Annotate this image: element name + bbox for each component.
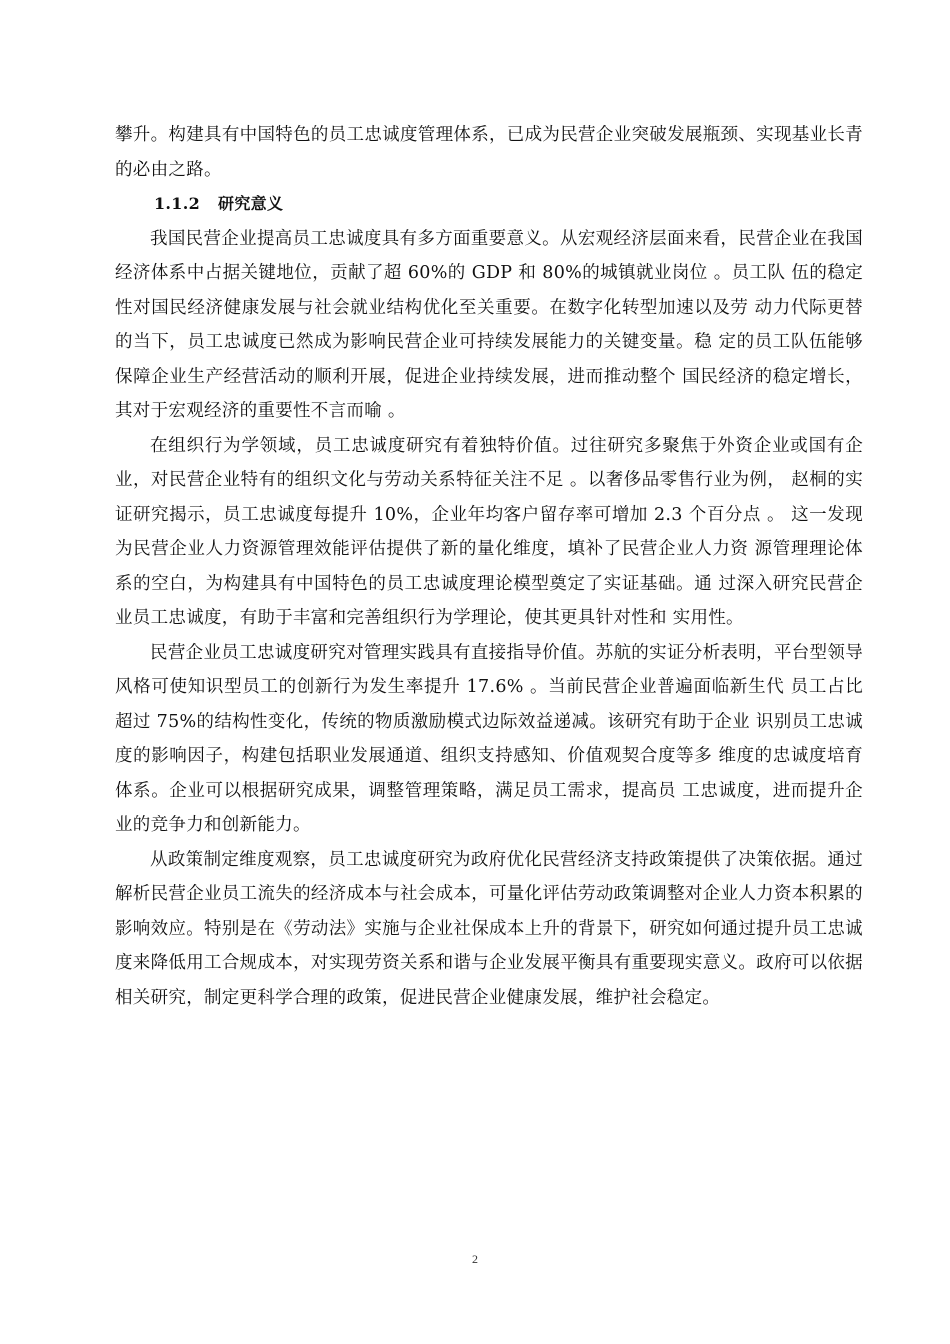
- page-number: 2: [472, 1252, 478, 1266]
- paragraph-policy: 从政策制定维度观察，员工忠诚度研究为政府优化民营经济支持政策提供了决策依据。通过解析民营企业员工流失的经济成本与社会成本，可量化评估劳动政策调整对企业人力资本积累的影响效应。特别是在《劳动法》实施与企业社保成本上升的背景下，研究如何通过提升员工忠诚度来降低用工合规成本，对实现劳资关系和谐与企业发展平衡具有重要现实意义。政府可以依据相关研究，制定更科学合理的政策，促进民营企业健康发展，维护社会稳定。: [115, 849, 863, 1008]
- paragraph-macro-significance: 我国民营企业提高员工忠诚度具有多方面重要意义。从宏观经济层面来看，民营企业在我国经济体系中占据关键地位，贡献了超 60%的 GDP 和 80%的城镇就业岗位 。员工队 伍的稳定性对国民经济健康发展与社会就业结构优化至关重要。在数字化转型加速以及劳 动力代际更替的当下，员工忠诚度已然成为影响民营企业可持续发展能力的关键变量。稳 定的员工队伍能够保障企业生产经营活动的顺利开展，促进企业持续发展，进而推动整个 国民经济的稳定增长，其对于宏观经济的重要性不言而喻 。: [115, 228, 863, 421]
- section-number: 1.1.2: [154, 194, 201, 213]
- section-title: 研究意义: [218, 194, 284, 213]
- body-text: [115, 118, 863, 1015]
- section-heading: [115, 187, 863, 222]
- paragraph-management-practice: 民营企业员工忠诚度研究对管理实践具有直接指导价值。苏航的实证分析表明，平台型领导风格可使知识型员工的创新行为发生率提升 17.6% 。当前民营企业普遍面临新生代 员工占比超过 75%的结构性变化，传统的物质激励模式边际效益递减。该研究有助于企业 识别员工忠诚度的影响因子，构建包括职业发展通道、组织支持感知、价值观契合度等多 维度的忠诚度培育体系。企业可以根据研究成果，调整管理策略，满足员工需求，提高员 工忠诚度，进而提升企业的竞争力和创新能力。: [115, 642, 863, 835]
- continuation-paragraph: 攀升。构建具有中国特色的员工忠诚度管理体系，已成为民营企业突破发展瓶颈、实现基业长青的必由之路。: [115, 125, 863, 180]
- paragraph-org-behavior: 在组织行为学领域，员工忠诚度研究有着独特价值。过往研究多聚焦于外资企业或国有企业，对民营企业特有的组织文化与劳动关系特征关注不足 。以奢侈品零售行业为例， 赵桐的实证研究揭示，员工忠诚度每提升 10%，企业年均客户留存率可增加 2.3 个百分点 。 这一发现为民营企业人力资源管理效能评估提供了新的量化维度，填补了民营企业人力资 源管理理论体系的空白，为构建具有中国特色的员工忠诚度理论模型奠定了实证基础。通 过深入研究民营企业员工忠诚度，有助于丰富和完善组织行为学理论，使其更具针对性和 实用性。: [115, 435, 863, 628]
